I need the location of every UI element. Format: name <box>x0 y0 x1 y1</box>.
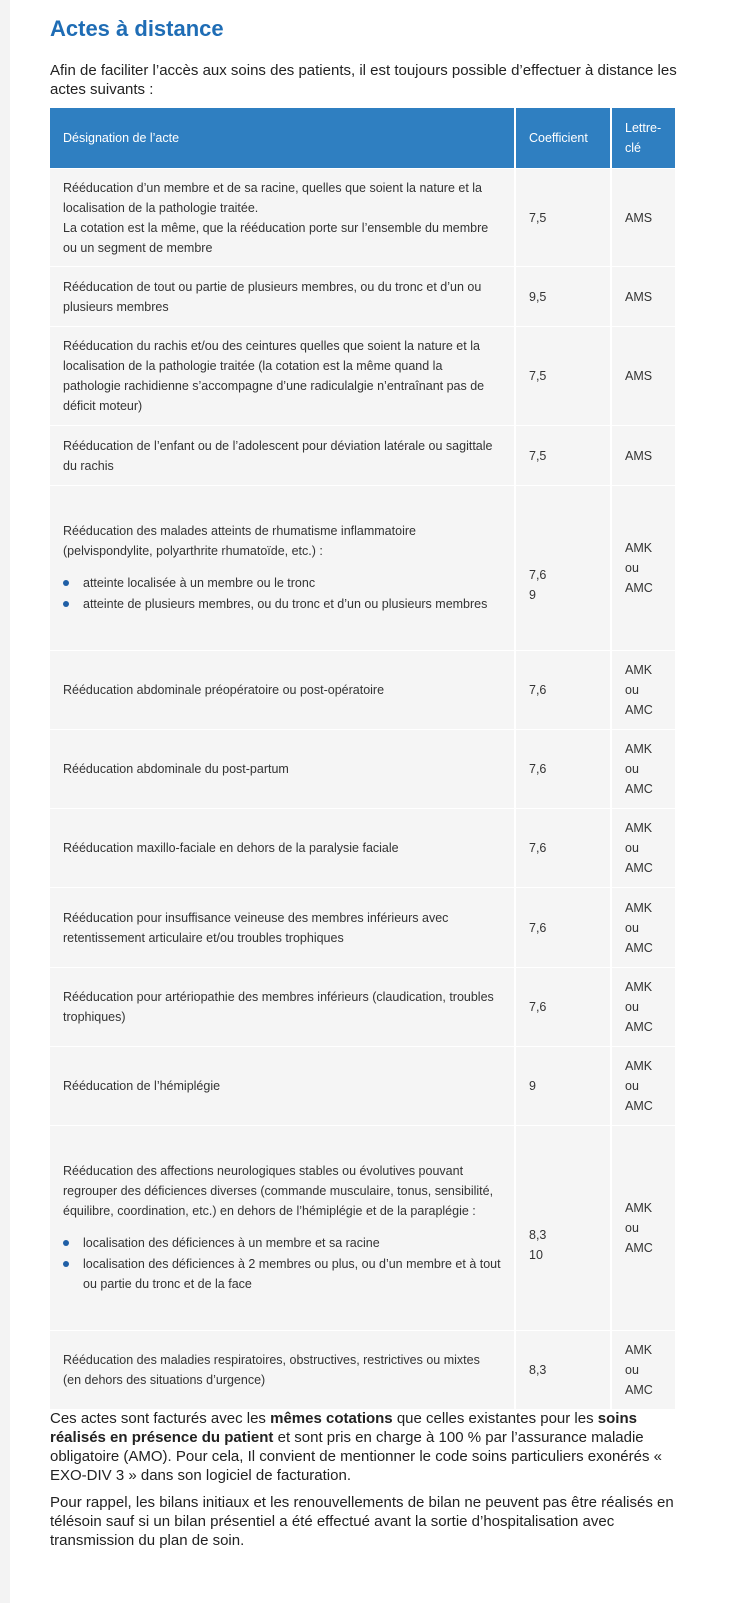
cell-designation <box>50 326 514 425</box>
designation-text: Rééducation abdominale du post-partum <box>63 762 289 776</box>
table-row <box>50 326 675 425</box>
lettre-cle-value: AMC <box>625 1020 653 1034</box>
cell-coefficient <box>514 168 610 266</box>
coefficient-value: 9 <box>529 588 536 602</box>
cell-designation <box>50 808 514 887</box>
table-row <box>50 425 675 485</box>
table-row <box>50 650 675 729</box>
cell-coefficient <box>514 729 610 808</box>
cell-lettre-cle <box>610 729 675 808</box>
cell-designation <box>50 1046 514 1125</box>
table-row <box>50 1330 675 1409</box>
designation-text: Rééducation de l’hémiplégie <box>63 1079 221 1093</box>
designation-text: Rééducation pour artériopathie des membres inférieurs (claudication, troubles trophiques) <box>63 990 494 1024</box>
header-designation: Désignation de l’acte <box>50 108 514 168</box>
cell-coefficient <box>514 485 610 650</box>
coefficient-value: 9 <box>529 1079 536 1093</box>
cell-coefficient <box>514 425 610 485</box>
cell-lettre-cle <box>610 1125 675 1330</box>
lettre-cle-value: AMC <box>625 861 653 875</box>
cell-lettre-cle <box>610 887 675 967</box>
designation-text: Rééducation abdominale préopératoire ou post-opératoire <box>63 683 385 697</box>
cell-lettre-cle <box>610 425 675 485</box>
designation-text: Rééducation du rachis et/ou des ceintures quelles que soient la nature et la localisation de la pathologie traitée (la cotation est la même quand la pathologie rachidienne s’accompagne d’une radiculalgie n’entraînant pas de déficit moteur) <box>63 339 485 413</box>
lettre-cle-value: AMK <box>625 541 653 555</box>
lettre-cle-value: AMK <box>625 821 653 835</box>
text-span: que celles existantes pour les <box>392 1410 598 1427</box>
lettre-cle-value: ou <box>625 561 639 575</box>
coefficient-value: 7,6 <box>529 762 547 776</box>
lettre-cle-value: AMC <box>625 940 653 955</box>
page-title: Actes à distance <box>50 16 224 41</box>
cell-lettre-cle <box>610 485 675 650</box>
table-row <box>50 1125 675 1330</box>
page <box>10 0 745 1603</box>
designation-text: Rééducation de tout ou partie de plusieurs membres, ou du tronc et d’un ou plusieurs membres <box>63 279 482 314</box>
lettre-cle-value: AMC <box>625 1099 653 1113</box>
text-span: et sont pris en charge à 100 % par l’assurance maladie obligatoire (AMO). Pour cela, Il convient de mentionner le code soins particuliers exonérés « EXO-DIV 3 » dans son logiciel de facturation. <box>50 1429 662 1484</box>
cell-designation <box>50 967 514 1046</box>
text-span: Ces actes sont facturés avec les <box>50 1410 271 1427</box>
cell-lettre-cle <box>610 808 675 887</box>
bullet-list <box>63 573 501 614</box>
after-table <box>50 1409 690 1550</box>
coefficient-value: 7,6 <box>529 841 547 855</box>
lettre-cle-value: ou <box>625 1079 639 1093</box>
lettre-cle-value: ou <box>625 841 639 855</box>
lettre-cle-value: AMS <box>625 448 653 463</box>
table-row <box>50 266 675 326</box>
article-content <box>50 0 690 1550</box>
lettre-cle-value: AMK <box>625 1201 653 1215</box>
cell-coefficient <box>514 967 610 1046</box>
cell-designation <box>50 1125 514 1330</box>
coefficient-value: 7,6 <box>529 683 547 697</box>
list-item: localisation des déficiences à un membre et sa racine <box>63 1233 501 1253</box>
table-row <box>50 808 675 887</box>
table-header-row <box>50 108 675 168</box>
cell-designation <box>50 485 514 650</box>
cell-coefficient <box>514 650 610 729</box>
cell-lettre-cle <box>610 266 675 326</box>
cell-lettre-cle <box>610 168 675 266</box>
cell-coefficient <box>514 1125 610 1330</box>
cell-lettre-cle <box>610 967 675 1046</box>
coefficient-value: 7,5 <box>529 369 547 383</box>
lettre-cle-value: AMK <box>625 900 653 915</box>
list-item: atteinte localisée à un membre ou le tronc <box>63 573 501 593</box>
table-row <box>50 1046 675 1125</box>
coefficient-value: 7,6 <box>529 1000 547 1014</box>
list-item: atteinte de plusieurs membres, ou du tronc et d’un ou plusieurs membres <box>63 594 501 614</box>
table-row <box>50 967 675 1046</box>
table-body <box>50 168 675 1409</box>
designation-text: Rééducation pour insuffisance veineuse des membres inférieurs avec retentissement articulaire et/ou troubles trophiques <box>63 910 449 945</box>
coefficient-value: 7,5 <box>529 448 547 463</box>
cell-coefficient <box>514 1330 610 1409</box>
coefficient-value: 7,6 <box>529 920 547 935</box>
coefficient-value: 7,5 <box>529 210 547 225</box>
cell-coefficient <box>514 1046 610 1125</box>
lettre-cle-value: AMC <box>625 1241 653 1255</box>
bold-text: soins réalisés en présence du patient <box>50 1410 637 1446</box>
designation-text: Rééducation maxillo-faciale en dehors de la paralysie faciale <box>63 841 399 855</box>
header-lettre-cle: Lettre-clé <box>610 108 675 168</box>
lettre-cle-value: ou <box>625 1363 639 1377</box>
cell-lettre-cle <box>610 650 675 729</box>
lettre-cle-value: ou <box>625 683 639 697</box>
bold-text: mêmes cotations <box>270 1410 393 1427</box>
paragraph-rappel: Pour rappel, les bilans initiaux et les renouvellements de bilan ne peuvent pas être réalisés en télésoin sauf si un bilan présentiel a été effectué avant la sortie d’hospitalisation avec transmission du plan de soin. <box>50 1494 674 1549</box>
lettre-cle-value: AMK <box>625 663 653 677</box>
cell-lettre-cle <box>610 1046 675 1125</box>
cell-coefficient <box>514 266 610 326</box>
intro-text: Afin de faciliter l’accès aux soins des patients, il est toujours possible d’effectuer à distance les actes suivants : <box>50 62 677 98</box>
lettre-cle-value: AMC <box>625 581 653 595</box>
actes-table <box>50 108 675 1409</box>
header-coefficient: Coefficient <box>514 108 610 168</box>
lettre-cle-value: AMS <box>625 210 653 225</box>
lettre-cle-value: AMK <box>625 980 653 994</box>
cell-designation <box>50 168 514 266</box>
designation-text: Rééducation des maladies respiratoires, obstructives, restrictives ou mixtes (en dehors des situations d’urgence) <box>63 1353 480 1387</box>
cell-designation <box>50 887 514 967</box>
designation-text: La cotation est la même, que la rééducation porte sur l’ensemble du membre ou un segment de membre <box>63 220 489 255</box>
designation-text: Rééducation de l’enfant ou de l’adolescent pour déviation latérale ou sagittale du rachis <box>63 438 493 473</box>
cell-designation <box>50 1330 514 1409</box>
designation-text: Rééducation d’un membre et de sa racine, quelles que soient la nature et la localisation de la pathologie traitée. <box>63 180 483 215</box>
lettre-cle-value: AMC <box>625 703 653 717</box>
coefficient-value: 8,3 <box>529 1228 547 1242</box>
coefficient-value: 10 <box>529 1248 543 1262</box>
table-row <box>50 168 675 266</box>
table-row <box>50 887 675 967</box>
cell-coefficient <box>514 326 610 425</box>
lettre-cle-value: AMS <box>625 369 653 383</box>
cell-designation <box>50 650 514 729</box>
cell-lettre-cle <box>610 326 675 425</box>
coefficient-value: 8,3 <box>529 1363 547 1377</box>
table-row <box>50 485 675 650</box>
lettre-cle-value: ou <box>625 920 639 935</box>
lettre-cle-value: AMK <box>625 742 653 756</box>
lettre-cle-value: AMS <box>625 289 653 304</box>
lettre-cle-value: ou <box>625 1000 639 1014</box>
lettre-cle-value: AMC <box>625 782 653 796</box>
cell-coefficient <box>514 887 610 967</box>
cell-lettre-cle <box>610 1330 675 1409</box>
lettre-cle-value: AMK <box>625 1059 653 1073</box>
lettre-cle-value: ou <box>625 1221 639 1235</box>
table-row <box>50 729 675 808</box>
paragraph-facturation <box>50 1409 690 1485</box>
lettre-cle-value: AMK <box>625 1343 653 1357</box>
coefficient-value: 9,5 <box>529 289 547 304</box>
list-item: localisation des déficiences à 2 membres ou plus, ou d’un membre et à tout ou partie du tronc et de la face <box>63 1254 501 1294</box>
designation-text: Rééducation des affections neurologiques stables ou évolutives pouvant regrouper des déficiences diverses (commande musculaire, tonus, sensibilité, équilibre, coordination, etc.) en dehors de l’hémiplégie et de la paraplégie : <box>63 1164 494 1218</box>
designation-text: Rééducation des malades atteints de rhumatisme inflammatoire (pelvispondylite, polyarthrite rhumatoïde, etc.) : <box>63 524 416 558</box>
cell-designation <box>50 425 514 485</box>
cell-coefficient <box>514 808 610 887</box>
bullet-list <box>63 1233 501 1294</box>
cell-designation <box>50 266 514 326</box>
lettre-cle-value: ou <box>625 762 639 776</box>
coefficient-value: 7,6 <box>529 568 547 582</box>
cell-designation <box>50 729 514 808</box>
lettre-cle-value: AMC <box>625 1383 653 1397</box>
